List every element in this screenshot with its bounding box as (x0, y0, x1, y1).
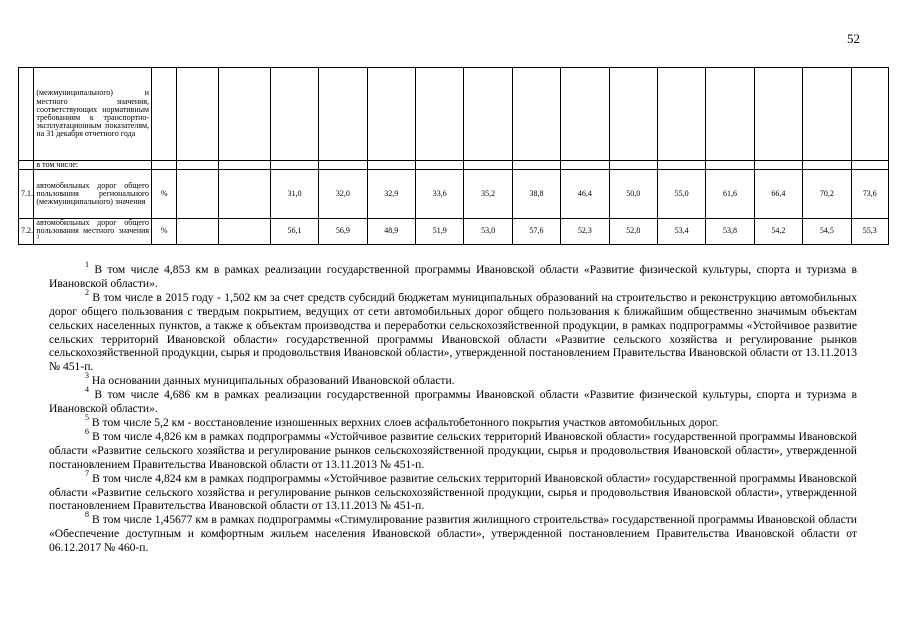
value-cell: 55,3 (851, 219, 888, 245)
value-cell: 53,8 (706, 219, 754, 245)
footnote (49, 427, 857, 472)
value-cell (319, 161, 367, 170)
footnote-mark: 7 (85, 468, 89, 478)
footnote (49, 385, 857, 416)
value-cell (177, 161, 219, 170)
indicators-table (18, 67, 889, 245)
indicator-name-cell: (межмуниципального) и местного значения, соответствующих нормативным требованиям к транспортно-эксплуатационным показателям, на 31 декабря отчетного года (34, 68, 152, 161)
value-cell (657, 68, 705, 161)
footnote-ref: 3 (36, 233, 40, 240)
table-row-subheading (19, 161, 889, 170)
row-number-cell: 7.1. (19, 170, 34, 219)
row-number-cell: 7.2. (19, 219, 34, 245)
value-cell: 53,0 (464, 219, 512, 245)
unit-cell (152, 68, 177, 161)
table-row (19, 219, 889, 245)
value-cell: 53,4 (657, 219, 705, 245)
value-cell (561, 161, 609, 170)
value-cell (464, 68, 512, 161)
footnote (49, 413, 857, 430)
value-cell: 33,6 (416, 170, 464, 219)
table-row (19, 170, 889, 219)
footnote-text: На основании данных муниципальных образований Ивановской области. (89, 374, 455, 388)
footnote-text: В том числе 4,824 км в рамках подпрограммы «Устойчивое развитие сельских территорий Ивановской области» государственной программы Ивановской области «Развитие сельского хозяйства и регулирование рынков сельскохозяйственной продукции, сырья и продовольствия Ивановской области», утвержденной постановлением Правительства Ивановской области от 13.11.2013 № 451-п. (49, 471, 857, 513)
value-cell (512, 68, 560, 161)
value-cell: 61,6 (706, 170, 754, 219)
table-row-continuation (19, 68, 889, 161)
value-cell (512, 161, 560, 170)
value-cell (851, 161, 888, 170)
value-cell (177, 219, 219, 245)
footnote-mark: 3 (85, 371, 89, 381)
value-cell: 38,8 (512, 170, 560, 219)
value-cell: 70,2 (803, 170, 851, 219)
footnote-text: В том числе в 2015 году - 1,502 км за счет средств субсидий бюджетам муниципальных образований на строительство и реконструкцию автомобильных дорог общего пользования с твердым покрытием, ведущих от сети автомобильных дорог общего пользования к ближайшим общественно значимым объектам сельских населенных пунктов, а также к объектам производства и переработки сельскохозяйственной продукции, в рамках подпрограммы «Устойчивое развитие сельских территорий Ивановской области» государственной программы Ивановской области «Развитие сельского хозяйства и регулирование рынков сельскохозяйственной продукции, сырья и продовольствия Ивановской области», утвержденной постановлением Правительства Ивановской области от 13.11.2013 № 451-п. (49, 290, 857, 374)
footnote (49, 287, 857, 374)
value-cell (851, 68, 888, 161)
value-cell: 52,8 (609, 219, 657, 245)
footnote (49, 510, 857, 555)
footnote-mark: 6 (85, 427, 89, 437)
value-cell (657, 161, 705, 170)
value-cell (367, 161, 415, 170)
page-number: 52 (847, 31, 860, 46)
footnotes (49, 260, 857, 555)
value-cell (609, 68, 657, 161)
footnote-text: В том числе 1,45677 км в рамках подпрограммы «Стимулирование развития жилищного строительства» государственной программы Ивановской области «Обеспечение доступным и комфортным жильем населения Ивановской области», утвержденной постановлением Правительства Ивановской области от 06.12.2017 № 460-п. (49, 513, 857, 555)
value-cell: 35,2 (464, 170, 512, 219)
value-cell: 73,6 (851, 170, 888, 219)
indicator-name-cell: автомобильных дорог общего пользования регионального (межмуниципального) значения (34, 170, 152, 219)
value-cell: 54,2 (754, 219, 802, 245)
value-cell: 32,0 (319, 170, 367, 219)
footnote-mark: 2 (85, 287, 89, 297)
value-cell: 32,9 (367, 170, 415, 219)
value-cell: 50,0 (609, 170, 657, 219)
footnote (49, 468, 857, 514)
value-cell: 66,4 (754, 170, 802, 219)
value-cell: 46,4 (561, 170, 609, 219)
footnote-mark: 8 (85, 510, 89, 520)
unit-cell (152, 161, 177, 170)
indicator-name-cell (34, 219, 152, 245)
footnote-text: В том числе 4,686 км в рамках реализации государственной программы Ивановской области «Развитие физической культуры, спорта и туризма в Ивановской области». (49, 388, 857, 416)
value-cell (367, 68, 415, 161)
value-cell: 51,9 (416, 219, 464, 245)
value-cell (270, 161, 318, 170)
row-number-cell (19, 68, 34, 161)
value-cell: 57,6 (512, 219, 560, 245)
value-cell: 52,3 (561, 219, 609, 245)
value-cell (754, 68, 802, 161)
footnote (49, 371, 857, 388)
footnote-mark: 1 (85, 260, 89, 270)
value-cell (706, 161, 754, 170)
value-cell (609, 161, 657, 170)
value-cell (270, 68, 318, 161)
value-cell: 48,9 (367, 219, 415, 245)
subheading-cell: в том числе: (34, 161, 152, 170)
value-cell (219, 68, 271, 161)
footnote-text: В том числе 4,853 км в рамках реализации государственной программы Ивановской области «Развитие физической культуры, спорта и туризма в Ивановской области». (49, 263, 857, 290)
unit-cell: % (152, 170, 177, 219)
footnote-text: В том числе 4,826 км в рамках подпрограммы «Устойчивое развитие сельских территорий Ивановской области» государственной программы Ивановской области «Развитие сельского хозяйства и регулирование рынков сельскохозяйственной продукции, сырья и продовольствия Ивановской области», утвержденной постановлением Правительства Ивановской области от 13.11.2013 № 451-п. (49, 429, 857, 471)
value-cell: 31,0 (270, 170, 318, 219)
value-cell: 56,1 (270, 219, 318, 245)
value-cell (219, 219, 271, 245)
row-number-cell (19, 161, 34, 170)
footnote-text: В том числе 5,2 км - восстановление изношенных верхних слоев асфальтобетонного покрытия участков автомобильных дорог. (89, 415, 719, 429)
value-cell (319, 68, 367, 161)
value-cell (416, 68, 464, 161)
footnote-mark: 5 (85, 413, 89, 423)
value-cell (219, 170, 271, 219)
value-cell (177, 170, 219, 219)
value-cell: 55,0 (657, 170, 705, 219)
value-cell (706, 68, 754, 161)
indicator-name-text: автомобильных дорог общего пользования местного значения (36, 218, 150, 236)
value-cell (416, 161, 464, 170)
value-cell (177, 68, 219, 161)
value-cell (754, 161, 802, 170)
value-cell: 54,5 (803, 219, 851, 245)
value-cell: 56,9 (319, 219, 367, 245)
value-cell (561, 68, 609, 161)
footnote (49, 260, 857, 291)
footnote-mark: 4 (85, 385, 89, 395)
value-cell (464, 161, 512, 170)
value-cell (219, 161, 271, 170)
value-cell (803, 68, 851, 161)
unit-cell: % (152, 219, 177, 245)
value-cell (803, 161, 851, 170)
